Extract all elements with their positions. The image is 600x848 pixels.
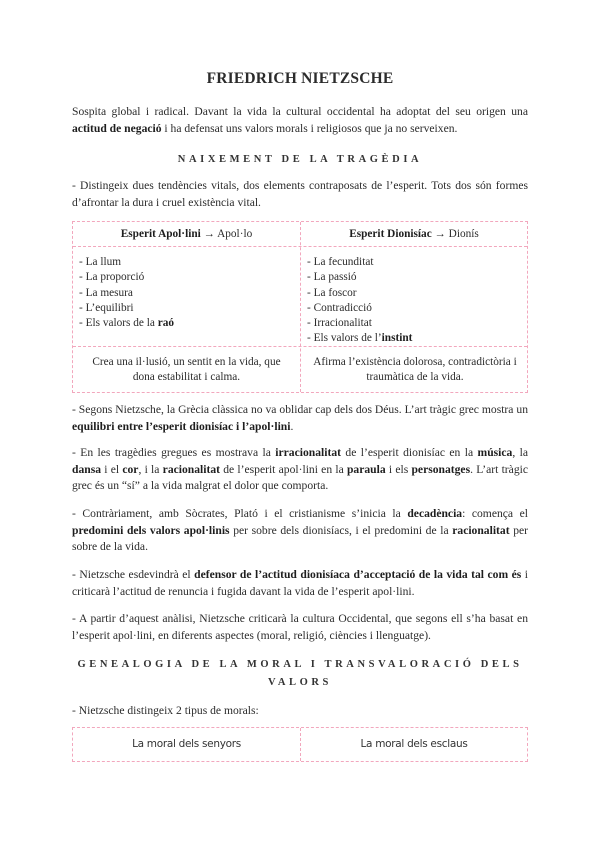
greek-balance-paragraph: - Segons Nietzsche, la Grècia clàssica no va oblidar cap dels dos Déus. L’art tràgic grec mostra un equilibri entre l’esperit dionisíac i l’apol·lini. <box>72 403 528 433</box>
list-item: - La fecunditat <box>307 256 374 268</box>
morals-paragraph: - Nietzsche distingeix 2 tipus de morals: <box>72 704 259 717</box>
apollo-list <box>79 255 295 331</box>
decadence-paragraph: - Contràriament, amb Sòcrates, Plató i el cristianisme s’inicia la decadència: comença el predomini dels valors apol·linis per sobre dels dionisíacs, i el predomini de la racionalitat per sobre de la vida. <box>72 507 528 553</box>
dionysus-list <box>307 255 523 347</box>
list-item: - La passió <box>307 271 357 284</box>
tendencies-paragraph: - Distingeix dues tendències vitals, dos elements contraposats de l’esperit. Tots dos són formes d’afrontar la dura i cruel existència vital. <box>72 179 528 209</box>
slave-morality-label: La moral dels esclaus <box>360 738 468 750</box>
intro-paragraph: Sospita global i radical. Davant la vida la cultural occidental ha adoptat del seu origen una actitud de negació i ha defensat uns valors morals i religiosos que ja no serveixen. <box>72 105 528 135</box>
dionysus-summary: Afirma l’existència dolorosa, contradictòria i traumàtica de la vida. <box>313 356 517 384</box>
list-item: - La llum <box>79 256 122 268</box>
critique-paragraph: - A partir d’aquest anàlisi, Nietzsche criticarà la cultura Occidental, que segons ell s’ha basat en l’esperit apol·lini, en diferents aspectes (moral, religió, ciències i llenguatge). <box>72 612 528 642</box>
list-item: - La foscor <box>307 286 357 299</box>
apollo-header: Esperit Apol·lini → Apol·lo <box>120 228 253 240</box>
table-divider <box>300 222 301 392</box>
list-item: - Els valors de l’instint <box>307 332 413 345</box>
section-heading-tragedy: NAIXEMENT DE LA TRAGÈDIA <box>177 154 423 165</box>
list-item: - La proporció <box>79 271 145 284</box>
morals-box <box>72 727 528 762</box>
list-item: - Contradicció <box>307 301 372 314</box>
list-item: - Irracionalitat <box>307 317 372 330</box>
apollo-summary: Crea una il·lusió, un sentit en la vida, que dona estabilitat i calma. <box>92 356 281 384</box>
apollo-dionysus-table <box>72 221 528 393</box>
section-heading-genealogy: GENEALOGIA DE LA MORAL I TRANSVALORACIÓ DELS VALORS <box>77 659 523 688</box>
list-item: - Els valors de la raó <box>79 317 175 330</box>
table-divider <box>73 246 527 247</box>
list-item: - L’equilibri <box>79 301 134 314</box>
defender-paragraph: - Nietzsche esdevindrà el defensor de l’actitud dionisíaca d’acceptació de la vida tal com és i criticarà l’actitud de renuncia i fugida davant la vida de l’esperit apol·lini. <box>72 568 528 598</box>
list-item: - La mesura <box>79 286 133 299</box>
page-title: FRIEDRICH NIETZSCHE <box>206 70 394 87</box>
tragedy-paragraph: - En les tragèdies gregues es mostrava la irracionalitat de l’esperit dionisíac en la música, la dansa i el cor, i la racionalitat de l’esperit apol·lini en la paraula i els personatges. L’art tràgic grec és un “sí” a la vida malgrat el dolor que comporta. <box>72 446 528 492</box>
dionysus-header: Esperit Dionisíac → Dionís <box>349 228 479 240</box>
master-morality-label: La moral dels senyors <box>132 738 241 750</box>
